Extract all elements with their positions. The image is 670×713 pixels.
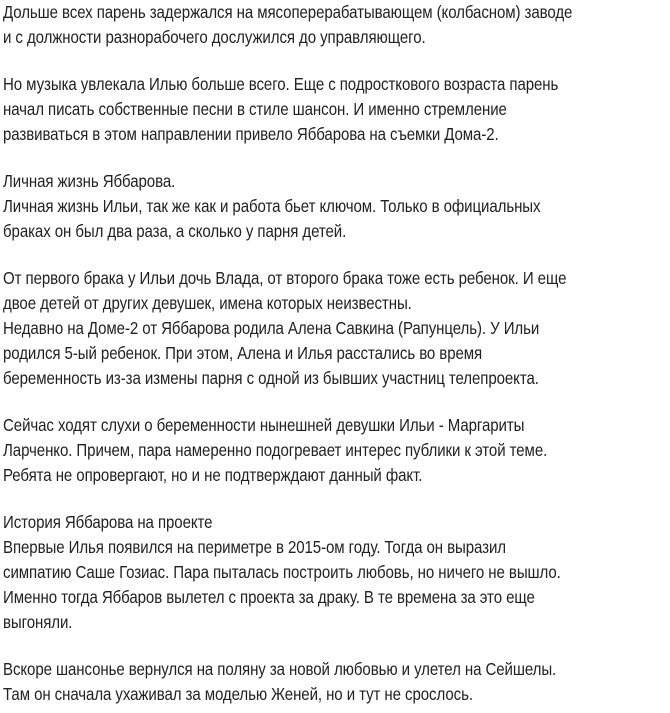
text-line: выгоняли.	[3, 612, 73, 632]
section-heading-project-history: История Яббарова на проекте	[3, 512, 213, 532]
section-heading-personal-life: Личная жизнь Яббарова.	[3, 171, 176, 191]
text-line: Но музыка увлекала Илью больше всего. Еще с подросткового возраста парень	[3, 74, 559, 94]
paragraph-children	[3, 266, 670, 391]
text-line: От первого брака у Ильи дочь Влада, от второго брака тоже есть ребенок. И еще	[3, 268, 567, 288]
text-line: Недавно на Доме-2 от Яббарова родила Алена Савкина (Рапунцель). У Ильи	[3, 318, 540, 338]
paragraph-project-history	[3, 510, 670, 635]
text-line: двое детей от других девушек, имена которых неизвестны.	[3, 293, 412, 313]
text-line: развиваться в этом направлении привело Яббарова на съемки Дома-2.	[3, 124, 499, 144]
text-line: симпатию Саше Гозиас. Пара пыталась построить любовь, но ничего не вышло.	[3, 562, 561, 582]
text-line: Именно тогда Яббаров вылетел с проекта за драку. В те времена за это еще	[3, 587, 535, 607]
paragraph-seychelles	[3, 657, 670, 707]
text-line: Личная жизнь Ильи, так же как и работа бьет ключом. Только в официальных	[3, 196, 541, 216]
text-line: Ребята не опровергают, но и не подтверждают данный факт.	[3, 465, 423, 485]
text-line: Там он сначала ухаживал за моделью Женей, но и тут не срослось.	[3, 684, 473, 704]
text-line: Впервые Илья появился на периметре в 2015-ом году. Тогда он выразил	[3, 537, 507, 557]
paragraph-rumors	[3, 413, 670, 488]
paragraph-work	[3, 0, 670, 50]
text-line: Сейчас ходят слухи о беременности нынешней девушки Ильи - Маргариты	[3, 415, 525, 435]
text-line: Вскоре шансонье вернулся на поляну за новой любовью и улетел на Сейшелы.	[3, 659, 557, 679]
paragraph-music	[3, 72, 670, 147]
text-line: Дольше всех парень задержался на мясоперерабатывающем (колбасном) заводе	[3, 2, 573, 22]
text-line: Ларченко. Причем, пара намеренно подогревает интерес публики к этой теме.	[3, 440, 548, 460]
text-line: начал писать собственные песни в стиле шансон. И именно стремление	[3, 99, 507, 119]
text-line: браках он был два раза, а сколько у парня детей.	[3, 221, 347, 241]
text-line: беременность из-за измены парня с одной из бывших участниц телепроекта.	[3, 368, 539, 388]
paragraph-personal-life	[3, 169, 670, 244]
text-line: и с должности разнорабочего дослужился до управляющего.	[3, 27, 426, 47]
text-line: родился 5-ый ребенок. При этом, Алена и Илья расстались во время	[3, 343, 483, 363]
